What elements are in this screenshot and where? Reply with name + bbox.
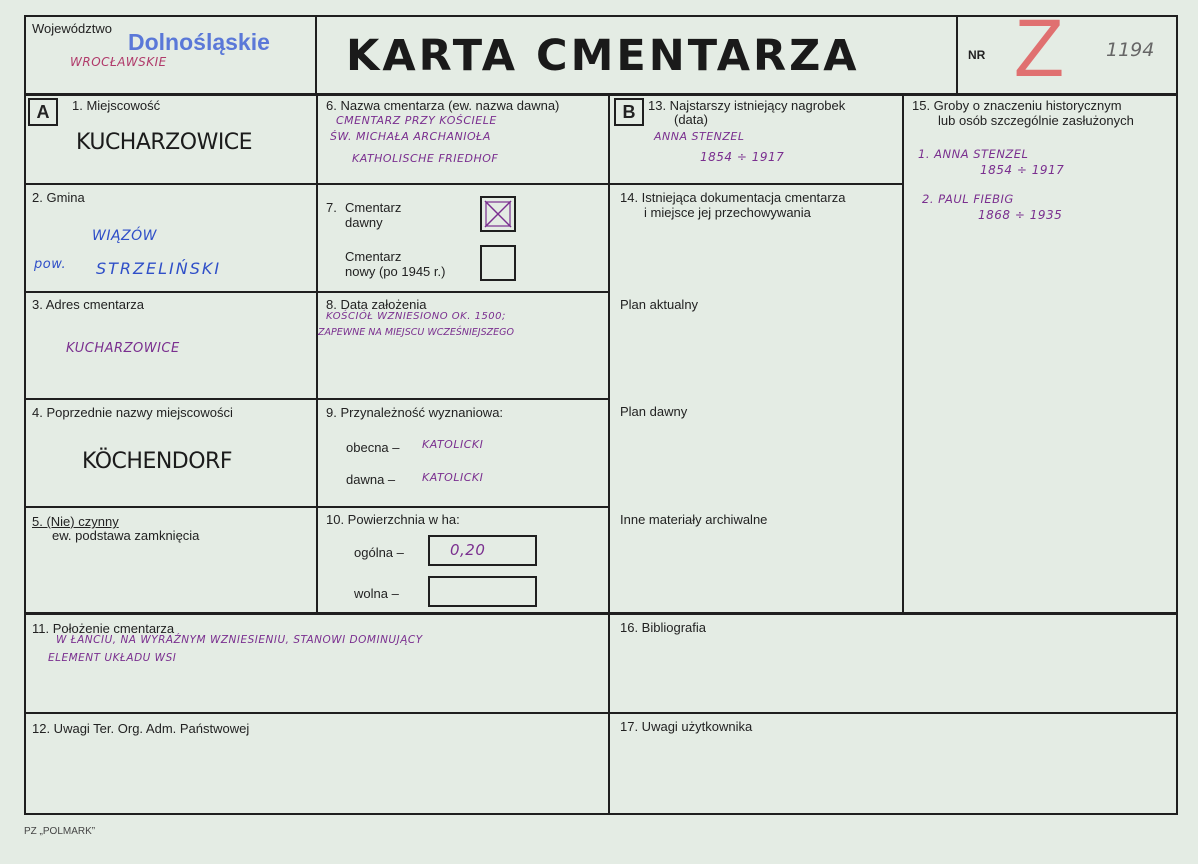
f8-label: 8. Data założenia xyxy=(326,297,427,312)
f6-label: 6. Nazwa cmentarza (ew. nazwa dawna) xyxy=(326,98,560,113)
f10-total-box[interactable] xyxy=(428,535,537,566)
f8-line1: KOŚCIÓŁ WZNIESIONO OK. 1500; xyxy=(326,311,506,322)
f6-line1: CMENTARZ PRZY KOŚCIELE xyxy=(336,114,497,127)
other-materials-label: Inne materiały archiwalne xyxy=(620,512,768,527)
section-a-letter: A xyxy=(28,98,58,126)
f10-total-label: ogólna – xyxy=(354,545,404,560)
voivodeship-stamp: Dolnośląskie xyxy=(128,29,270,55)
f6-line3: KATHOLISCHE FRIEDHOF xyxy=(352,152,499,165)
f1-label: 1. Miejscowość xyxy=(72,98,161,113)
f2-value: WIĄZÓW xyxy=(92,228,158,244)
f13-dates: 1854 ÷ 1917 xyxy=(700,150,785,164)
f7-new-checkbox[interactable] xyxy=(480,245,516,281)
f15-item1-dates: 1854 ÷ 1917 xyxy=(980,163,1065,177)
f9-current-value: KATOLICKI xyxy=(422,438,484,451)
f9-current-label: obecna – xyxy=(346,440,400,455)
border-left xyxy=(24,15,26,815)
f11-line1: W ŁANCIU, NA WYRAŹNYM WZNIESIENIU, STANOWI DOMINUJĄCY xyxy=(56,634,423,646)
nr-label: NR xyxy=(968,48,986,62)
f15-label-line1: 15. Groby o znaczeniu historycznym xyxy=(912,98,1122,113)
f10-free-box[interactable] xyxy=(428,576,537,607)
printer-mark: PZ „POLMARK” xyxy=(24,826,96,837)
f14-label-line2: i miejsce jej przechowywania xyxy=(644,205,811,220)
header-sep-2 xyxy=(956,15,958,95)
row-sep-4 xyxy=(24,506,610,508)
border-right xyxy=(1176,15,1178,815)
border-top xyxy=(24,15,1178,17)
f3-value: KUCHARZOWICE xyxy=(66,341,180,356)
f10-label: 10. Powierzchnia w ha: xyxy=(326,512,460,527)
f15-item2-dates: 1868 ÷ 1935 xyxy=(978,208,1063,222)
f7-label: 7. xyxy=(326,200,337,215)
f4-value: KÖCHENDORF xyxy=(82,449,232,474)
f7-old-mark xyxy=(482,198,483,199)
f13-label-line1: 13. Najstarszy istniejący nagrobek xyxy=(648,98,846,113)
f13-name: ANNA STENZEL xyxy=(654,130,745,143)
f17-label: 17. Uwagi użytkownika xyxy=(620,719,753,734)
f2-pow-value: STRZELIŃSKI xyxy=(96,259,222,278)
card-title: KARTA CMENTARZA xyxy=(346,31,860,81)
f9-former-label: dawna – xyxy=(346,472,396,487)
f5-sub: ew. podstawa zamknięcia xyxy=(52,528,200,543)
plan-old-label: Plan dawny xyxy=(620,404,688,419)
f6-line2: ŚW. MICHAŁA ARCHANIOŁA xyxy=(330,130,491,143)
f13-label-line2: (data) xyxy=(674,112,708,127)
col-sep-main xyxy=(608,95,610,815)
cross-mark-icon xyxy=(482,198,514,230)
f10-free-label: wolna – xyxy=(354,586,399,601)
f14-label-line1: 14. Istniejąca dokumentacja cmentarza xyxy=(620,190,846,205)
f7-old-line2: dawny xyxy=(345,215,383,230)
row-sep-3 xyxy=(24,398,610,400)
col-sep-b xyxy=(902,95,904,613)
f7-new-line1: Cmentarz xyxy=(345,249,402,264)
section-b-letter: B xyxy=(614,98,644,126)
row-sep-1a xyxy=(24,183,610,185)
f8-line2: ZAPEWNE NA MIEJSCU WCZEŚNIEJSZEGO xyxy=(318,327,514,338)
plan-current-label: Plan aktualny xyxy=(620,297,699,312)
row-sep-1b xyxy=(610,183,904,185)
f16-label: 16. Bibliografia xyxy=(620,620,706,635)
f15-item1-name: 1. ANNA STENZEL xyxy=(918,147,1029,161)
f2-label: 2. Gmina xyxy=(32,190,85,205)
row-sep-6 xyxy=(24,712,1178,714)
row-sep-2 xyxy=(24,291,610,293)
f15-item2-name: 2. PAUL FIEBIG xyxy=(922,192,1014,206)
f1-value: KUCHARZOWICE xyxy=(76,130,253,155)
voivodeship-old: WROCŁAWSKIE xyxy=(70,55,167,69)
f5-label: 5. (Nie) czynny xyxy=(32,514,119,529)
voivodeship-label: Województwo xyxy=(32,21,112,36)
f9-label: 9. Przynależność wyznaniowa: xyxy=(326,405,504,420)
border-bottom xyxy=(24,813,1178,815)
row-sep-5 xyxy=(24,612,1178,615)
f12-label: 12. Uwagi Ter. Org. Adm. Państwowej xyxy=(32,721,250,736)
f10-total-value: 0,20 xyxy=(450,541,486,559)
f3-label: 3. Adres cmentarza xyxy=(32,297,144,312)
f15-label-line2: lub osób szczególnie zasłużonych xyxy=(938,113,1134,128)
nr-number: 1194 xyxy=(1106,39,1155,61)
f7-old-checkbox[interactable] xyxy=(480,196,516,232)
nr-letter: Z xyxy=(1014,3,1065,94)
f11-line2: ELEMENT UKŁADU WSI xyxy=(48,652,177,664)
f7-old-line1: Cmentarz xyxy=(345,200,402,215)
f7-new-line2: nowy (po 1945 r.) xyxy=(345,264,446,279)
f2-pow-label: pow. xyxy=(34,257,67,272)
header-divider xyxy=(24,93,1178,96)
f11-label: 11. Położenie cmentarza xyxy=(32,621,175,636)
col-sep-a xyxy=(316,95,318,613)
f9-former-value: KATOLICKI xyxy=(422,471,484,484)
f4-label: 4. Poprzednie nazwy miejscowości xyxy=(32,405,233,420)
header-sep-1 xyxy=(315,15,317,95)
